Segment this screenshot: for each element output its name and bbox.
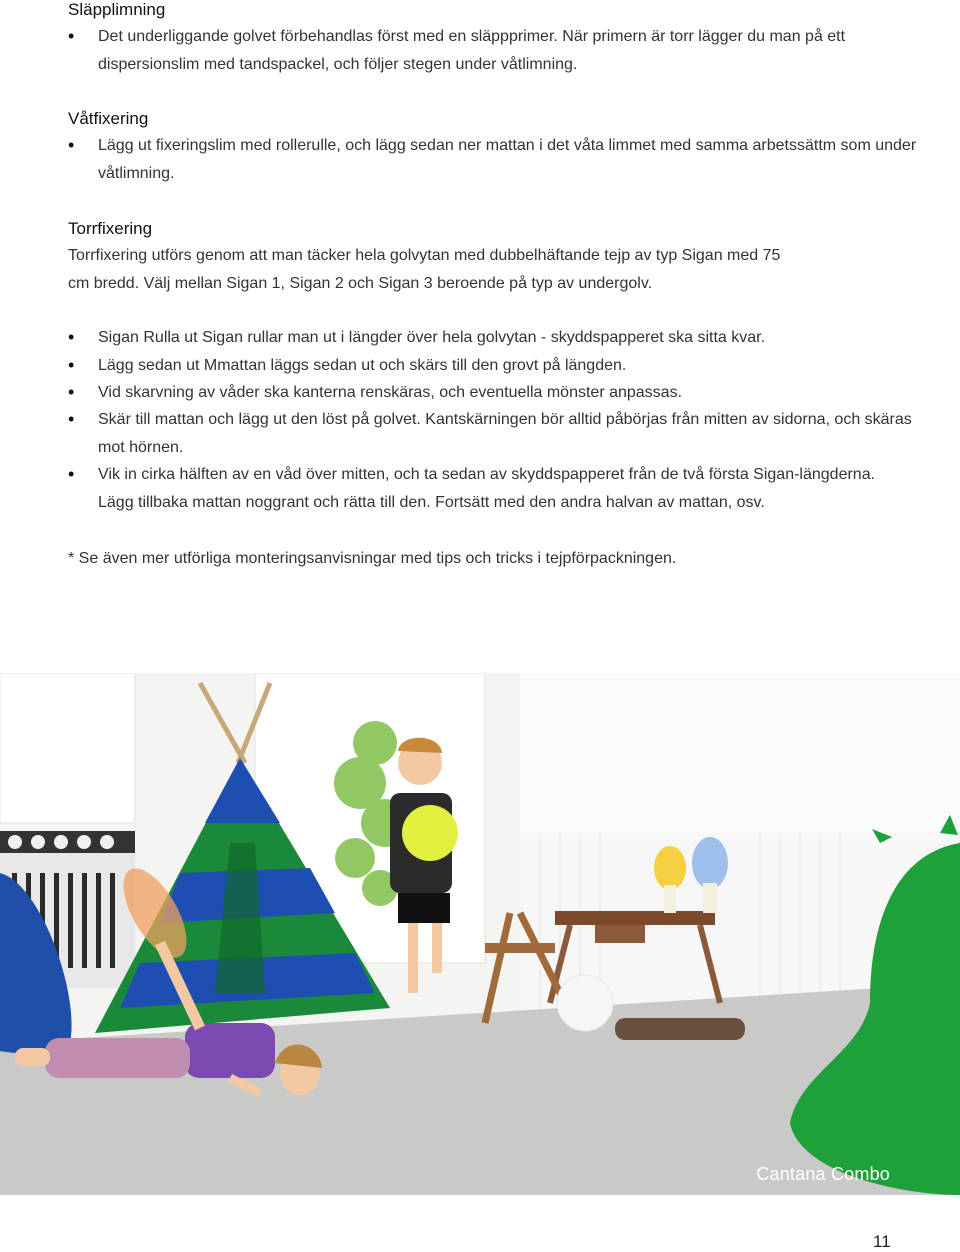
section-torrfixering xyxy=(68,215,912,516)
section-slapplimning xyxy=(68,0,898,78)
section-paragraph: Torrfixering utförs genom att man täcker hela golvytan med dubbelhäftande tejp av typ Sigan med 75 cm bredd. Välj mellan Sigan 1, Sigan 2 och Sigan 3 beroende på typ av undergolv. xyxy=(68,247,781,292)
section-heading: Släpplimning xyxy=(68,0,166,19)
list-item: • Det underliggande golvet förbehandlas först med en släppprimer. När primern är torr lägger du man på ett dispersionslim med tandspackel, och följer stegen under våtlimning. xyxy=(68,23,898,78)
list-item: • Lägg sedan ut Mmattan läggs sedan ut och skärs till den grovt på längden. xyxy=(68,352,898,379)
room-photo xyxy=(0,673,960,1195)
list-item: • Skär till mattan och lägg ut den löst på golvet. Kantskärningen bör alltid påbörjas från mitten av sidorna, och skäras mot hörnen. xyxy=(68,406,918,461)
section-vatfixering xyxy=(68,105,917,187)
photo-caption: Cantana Combo xyxy=(756,1164,890,1184)
list-item: • Vid skarvning av våder ska kanterna renskäras, och eventuella mönster anpassas. xyxy=(68,379,898,406)
page-number: 11 xyxy=(873,1232,891,1251)
list-item: • Lägg ut fixeringslim med rollerulle, och lägg sedan ner mattan i det våta limmet med samma arbetssättm som under våtlimning. xyxy=(68,132,918,187)
list-item: • Sigan Rulla ut Sigan rullar man ut i längder över hela golvytan - skyddspapperet ska sitta kvar. xyxy=(68,324,898,351)
section-heading: Våtfixering xyxy=(68,109,149,128)
list-item: • Vik in cirka hälften av en våd över mitten, och ta sedan av skyddspapperet från de två första Sigan-längderna. Lägg tillbaka mattan noggrant och rätta till den. Fortsätt med den andra halvan av mattan, osv. xyxy=(68,461,908,516)
photo-illustration xyxy=(0,673,960,1195)
footnote: * Se även mer utförliga monteringsanvisningar med tips och tricks i tejpförpackningen. xyxy=(68,550,677,567)
section-heading: Torrfixering xyxy=(68,219,153,238)
